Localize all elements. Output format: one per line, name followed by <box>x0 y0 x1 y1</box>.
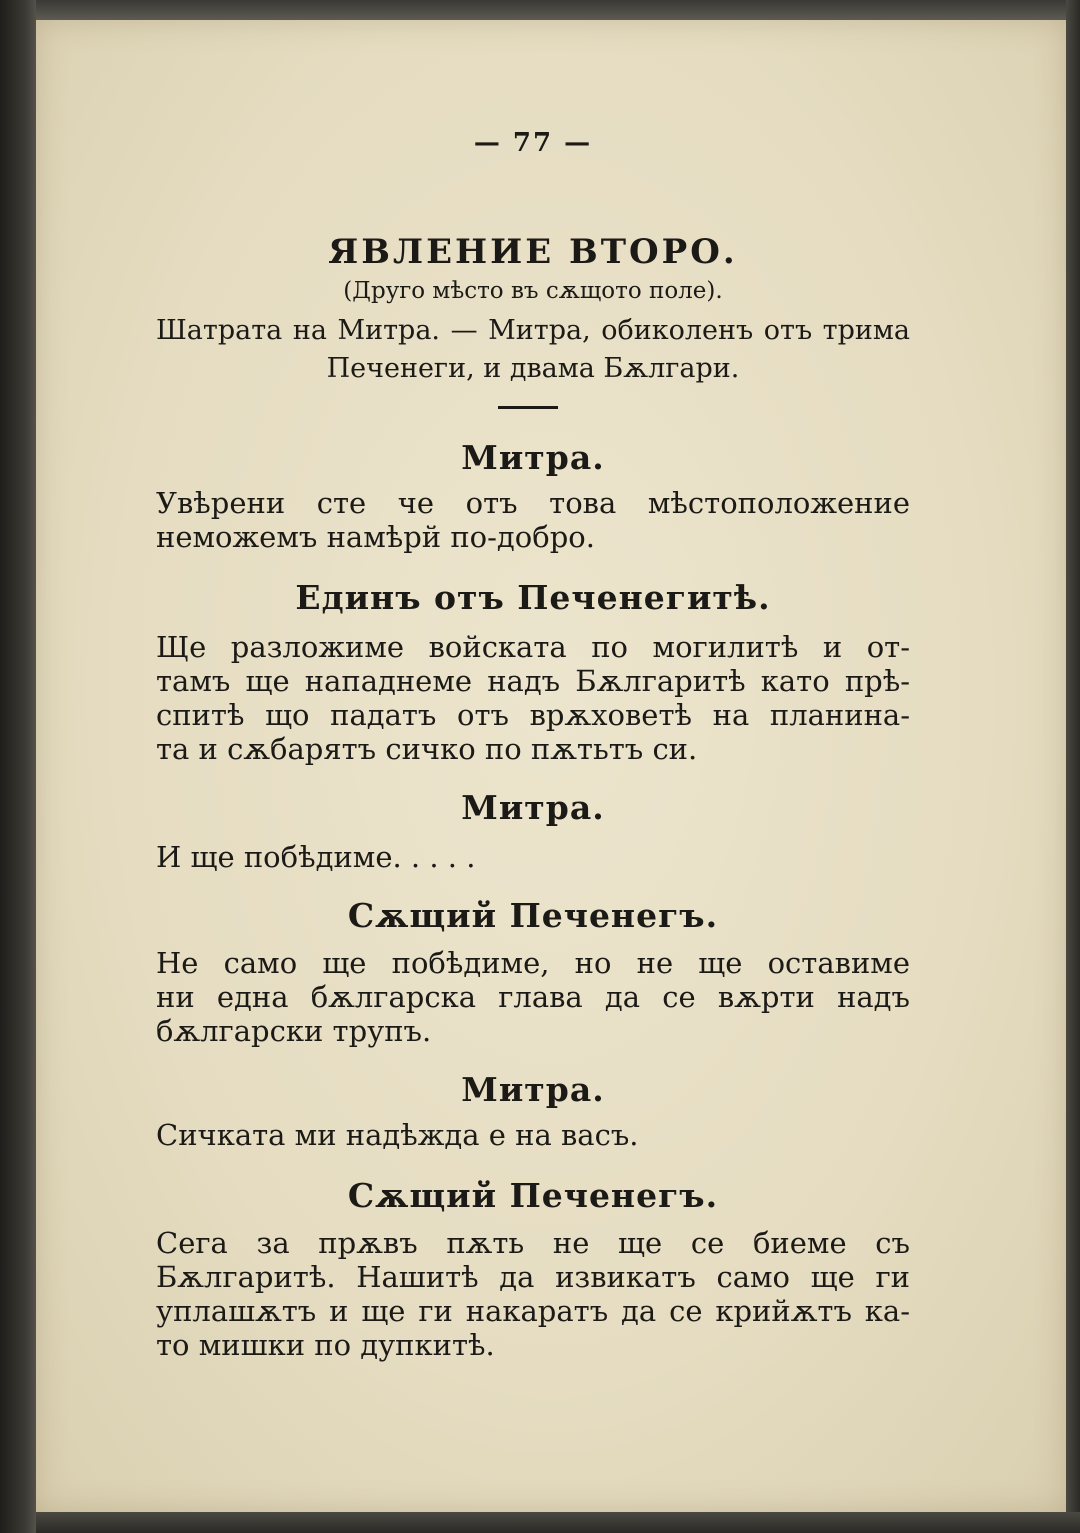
speech-block <box>156 486 910 554</box>
speech-line: ни една бѫлгарска глава да се вѫрти надъ <box>156 980 910 1014</box>
book-spine <box>0 0 36 1533</box>
speech-block <box>156 840 910 874</box>
stage-direction <box>156 312 910 388</box>
speech-line: Не само ще побѣдиме, но не ще оставиме <box>156 946 910 980</box>
book-page <box>36 20 1066 1512</box>
page-number: — 77 — <box>473 128 593 158</box>
stage-direction-line: Шатрата на Митра. — Митра, обиколенъ отъ трима <box>156 315 910 346</box>
speech-line: то мишки по дупкитѣ. <box>156 1328 495 1362</box>
scene-title: ЯВЛЕНИЕ ВТОРО. <box>328 232 738 272</box>
speech-line: неможемъ намѣрй по-добро. <box>156 520 595 554</box>
speaker-name: Митра. <box>461 438 605 477</box>
speech-block <box>156 630 910 766</box>
speech-line: И ще побѣдиме. . . . . <box>156 840 476 874</box>
speech-block <box>156 1118 910 1152</box>
speech-line: Ще разложиме войската по могилитѣ и от- <box>156 630 910 664</box>
speaker-name: Единъ отъ Печенегитѣ. <box>295 578 771 617</box>
scene-location: (Друго мѣсто въ сѫщото поле). <box>343 278 723 304</box>
page-right-edge <box>1066 0 1080 1533</box>
speaker-name: Сѫщий Печенегъ. <box>347 896 719 935</box>
speech-line: Сега за прѫвъ пѫть не ще се биеме съ <box>156 1226 910 1260</box>
speech-line: Увѣрени сте че отъ това мѣстоположение <box>156 486 910 520</box>
page-top-edge <box>36 0 1080 20</box>
page-bottom-edge <box>36 1512 1080 1533</box>
speaker-name: Митра. <box>461 1070 605 1109</box>
speech-block <box>156 1226 910 1362</box>
speech-line: спитѣ що падатъ отъ врѫховетѣ на планина- <box>156 698 910 732</box>
speaker-name: Сѫщий Печенегъ. <box>347 1176 719 1215</box>
speech-line: Сичката ми надѣжда е на васъ. <box>156 1118 639 1152</box>
speech-line: бѫлгарски трупъ. <box>156 1014 432 1048</box>
divider <box>498 406 558 409</box>
stage-direction-line: Печенеги, и двама Бѫлгари. <box>326 353 740 384</box>
speaker-name: Митра. <box>461 788 605 827</box>
speech-line: уплашѫтъ и ще ги накаратъ да се крийѫтъ ка- <box>156 1294 910 1328</box>
speech-line: Бѫлгаритѣ. Нашитѣ да извикатъ само ще ги <box>156 1260 910 1294</box>
speech-block <box>156 946 910 1048</box>
speech-line: тамъ ще нападнеме надъ Бѫлгаритѣ като прѣ- <box>156 664 910 698</box>
speech-line: та и сѫбарятъ сичко по пѫтьтъ си. <box>156 732 698 766</box>
